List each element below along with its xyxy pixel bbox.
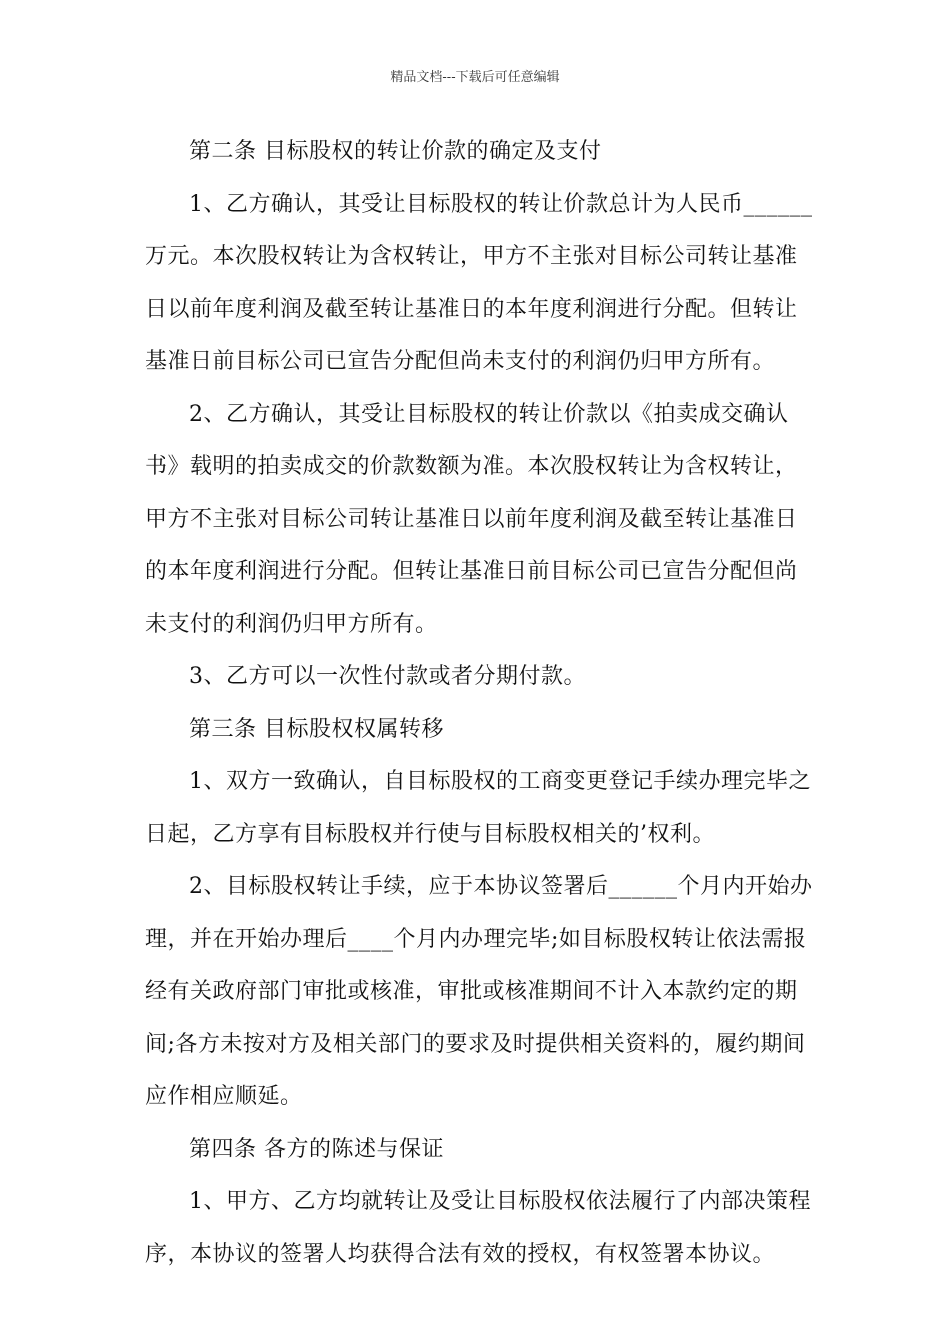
text-line: 1、乙方确认，其受让目标股权的转让价款总计为人民币______: [189, 191, 813, 217]
text-line: 第四条 各方的陈述与保证: [189, 1136, 444, 1162]
text-line: 2、乙方确认，其受让目标股权的转让价款以《拍卖成交确认: [189, 401, 789, 427]
text-line: 日起，乙方享有目标股权并行使与目标股权相关的’权利。: [145, 821, 715, 847]
text-line: 第三条 目标股权权属转移: [189, 716, 444, 742]
document-body: [145, 126, 813, 1281]
text-line: 第二条 目标股权的转让价款的确定及支付: [189, 139, 602, 164]
text-line: 间;各方未按对方及相关部门的要求及时提供相关资料的，履约期间: [145, 1031, 806, 1057]
text-line: 序，本协议的签署人均获得合法有效的授权，有权签署本协议。: [145, 1241, 776, 1267]
page-header: 精品文档---下载后可任意编辑: [390, 70, 560, 85]
text-line: 1、双方一致确认，自目标股权的工商变更登记手续办理完毕之: [189, 769, 811, 794]
text-line: 甲方不主张对目标公司转让基准日以前年度利润及截至转让基准日: [145, 506, 798, 532]
text-line: 应作相应顺延。: [145, 1084, 303, 1109]
text-line: 1、甲方、乙方均就转让及受让目标股权依法履行了内部决策程: [189, 1189, 811, 1214]
text-line: 万元。本次股权转让为含权转让，甲方不主张对目标公司转让基准: [145, 244, 798, 269]
text-line: 书》载明的拍卖成交的价款数额为准。本次股权转让为含权转让，: [145, 454, 798, 479]
text-line: 2、目标股权转让手续，应于本协议签署后______个月内开始办: [189, 874, 813, 899]
text-line: 经有关政府部门审批或核准，审批或核准期间不计入本款约定的期: [145, 979, 798, 1004]
text-line: 理，并在开始办理后____个月内办理完毕;如目标股权转让依法需报: [145, 926, 807, 952]
text-line: 的本年度利润进行分配。但转让基准日前目标公司已宣告分配但尚: [145, 559, 798, 584]
text-line: 3、乙方可以一次性付款或者分期付款。: [189, 664, 586, 689]
text-line: 基准日前目标公司已宣告分配但尚未支付的利润仍归甲方所有。: [145, 349, 776, 374]
text-line: 未支付的利润仍归甲方所有。: [145, 611, 438, 637]
text-line: 日以前年度利润及截至转让基准日的本年度利润进行分配。但转让: [145, 296, 798, 322]
